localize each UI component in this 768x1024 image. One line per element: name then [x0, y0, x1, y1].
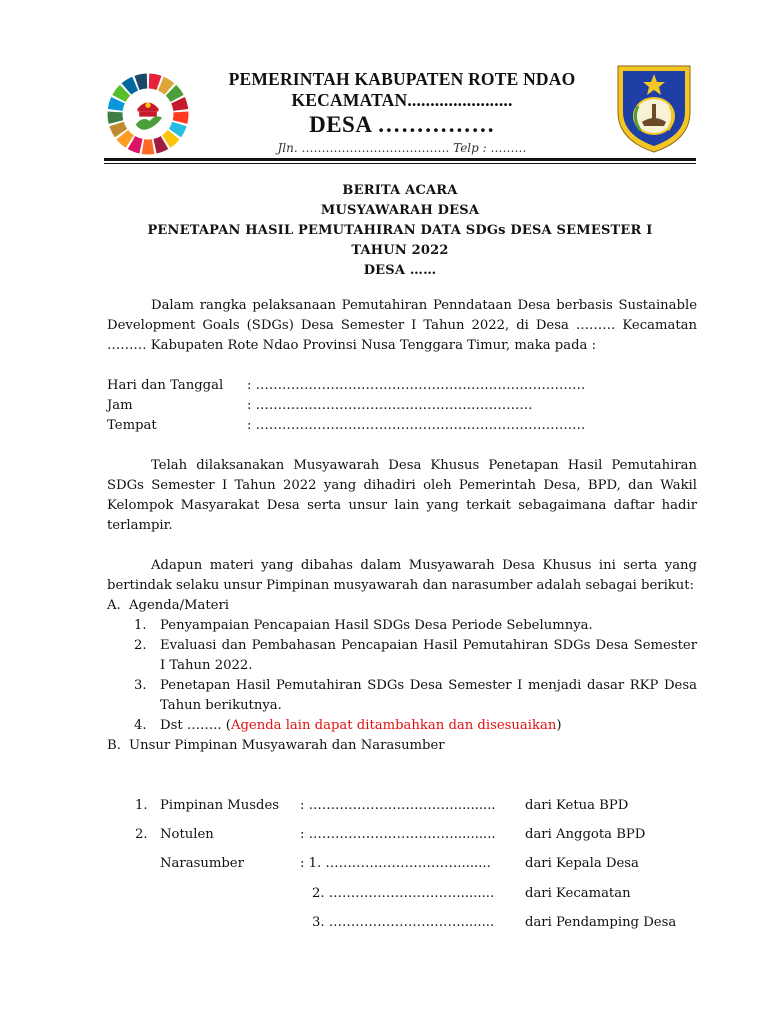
- detail-label: Tempat: [107, 418, 157, 433]
- item-number: 4.: [134, 718, 147, 733]
- letterhead-government: PEMERINTAH KABUPATEN ROTE NDAO: [228, 69, 576, 89]
- item-number: 3.: [134, 678, 147, 693]
- agenda-item: [107, 716, 697, 736]
- row-number: 1.: [135, 798, 148, 813]
- row-origin: dari Ketua BPD: [525, 798, 629, 813]
- detail-row-time: [107, 396, 697, 416]
- intro-paragraph: Dalam rangka pelaksanaan Pemutahiran Penndataan Desa berbasis Sustainable Development Goals (SDGs) Desa Semester I Tahun 2022, di Desa ……… Kecamatan ……… Kabupaten Rote Ndao Provinsi Nusa Tenggara Timur, maka pada :: [107, 298, 697, 353]
- detail-label: Hari dan Tanggal: [107, 378, 224, 393]
- item-text: Penyampaian Pencapaian Hasil SDGs Desa Periode Sebelumnya.: [160, 618, 593, 633]
- row-name-field: : ……………………………..........: [300, 798, 496, 813]
- attendance-paragraph: Telah dilaksanakan Musyawarah Desa Khusus Penetapan Hasil Pemutahiran SDGs Semester I Tahun 2022 yang dihadiri oleh Pemerintah Desa, BPD, dan Wakil Kelompok Masyarakat Desa serta unsur lain yang terkait sebagaimana daftar hadir terlampir.: [107, 458, 697, 533]
- row-name-field: 2. …………………………........: [312, 886, 495, 901]
- title-line-2: MUSYAWARAH DESA: [320, 203, 480, 218]
- detail-label: Jam: [107, 398, 133, 413]
- row-origin: dari Pendamping Desa: [525, 915, 677, 930]
- row-origin: dari Kecamatan: [525, 886, 631, 901]
- officials-row: [135, 825, 715, 845]
- section-title: Unsur Pimpinan Musyawarah dan Narasumber: [129, 738, 445, 753]
- title-line-4: TAHUN 2022: [351, 243, 449, 258]
- agenda-item: [107, 676, 697, 716]
- row-name-field: 3. …………………………........: [312, 915, 495, 930]
- section-title: Agenda/Materi: [129, 598, 230, 613]
- sdgs-desa-logo-icon: [104, 70, 192, 158]
- row-role: Pimpinan Musdes: [160, 798, 280, 813]
- title-line-1: BERITA ACARA: [342, 183, 458, 198]
- item-number: 2.: [134, 638, 147, 653]
- detail-value: : …………………………………………………………………: [247, 378, 586, 393]
- agenda-intro-paragraph: Adapun materi yang dibahas dalam Musyawarah Desa Khusus ini serta yang bertindak selaku unsur Pimpinan musyawarah dan narasumber adalah sebagai berikut:: [107, 558, 697, 593]
- letterhead: [200, 68, 604, 156]
- row-name-field: : 1. …………………………........: [300, 856, 491, 871]
- sdgs-ring-segment: [173, 111, 189, 123]
- row-number: 2.: [135, 827, 148, 842]
- agenda-item: [107, 616, 697, 636]
- row-name-field: : ……………………………..........: [300, 827, 496, 842]
- letterhead-rule-thick: [104, 158, 696, 161]
- section-a-heading: [107, 596, 697, 616]
- sdgs-ring-segment: [108, 111, 124, 123]
- row-role: Notulen: [160, 827, 214, 842]
- officials-row: [135, 913, 715, 933]
- officials-row: [135, 884, 715, 904]
- officials-row: [135, 796, 715, 816]
- item-note: Agenda lain dapat ditambahkan dan disesuaikan: [230, 718, 557, 733]
- row-role: Narasumber: [160, 856, 244, 871]
- document-title: [104, 181, 696, 281]
- letterhead-address: Jln. ………………………………. Telp : ………: [277, 141, 527, 155]
- sdgs-ring-segment: [142, 139, 154, 154]
- kabupaten-emblem-icon: [614, 62, 694, 154]
- detail-value: : ………………………………………………………: [247, 398, 533, 413]
- item-prefix: Dst …….. (: [160, 718, 231, 733]
- item-text: Penetapan Hasil Pemutahiran SDGs Desa Semester I menjadi dasar RKP Desa Tahun berikutnya.: [160, 678, 697, 713]
- section-marker: B.: [107, 738, 121, 753]
- letterhead-village: DESA ……………: [309, 112, 495, 137]
- row-origin: dari Anggota BPD: [525, 827, 646, 842]
- item-text: [160, 716, 697, 736]
- letterhead-rule-thin: [104, 163, 696, 164]
- item-number: 1.: [134, 618, 147, 633]
- officials-row: [135, 854, 715, 874]
- detail-row-place: [107, 416, 697, 436]
- letterhead-district: KECAMATAN.......................: [291, 90, 513, 110]
- section-b-heading: [107, 736, 697, 756]
- document-body: [107, 296, 697, 756]
- item-suffix: ): [556, 718, 562, 733]
- row-origin: dari Kepala Desa: [525, 856, 639, 871]
- item-text: Evaluasi dan Pembahasan Pencapaian Hasil Pemutahiran SDGs Desa Semester I Tahun 2022.: [160, 638, 697, 673]
- agenda-item: [107, 636, 697, 676]
- detail-row-date: [107, 376, 697, 396]
- section-marker: A.: [107, 598, 121, 613]
- title-line-5: DESA ……: [363, 263, 437, 278]
- meeting-details: [107, 376, 697, 436]
- title-line-3: PENETAPAN HASIL PEMUTAHIRAN DATA SDGs DESA SEMESTER I: [147, 223, 653, 238]
- detail-value: : …………………………………………………………………: [247, 418, 586, 433]
